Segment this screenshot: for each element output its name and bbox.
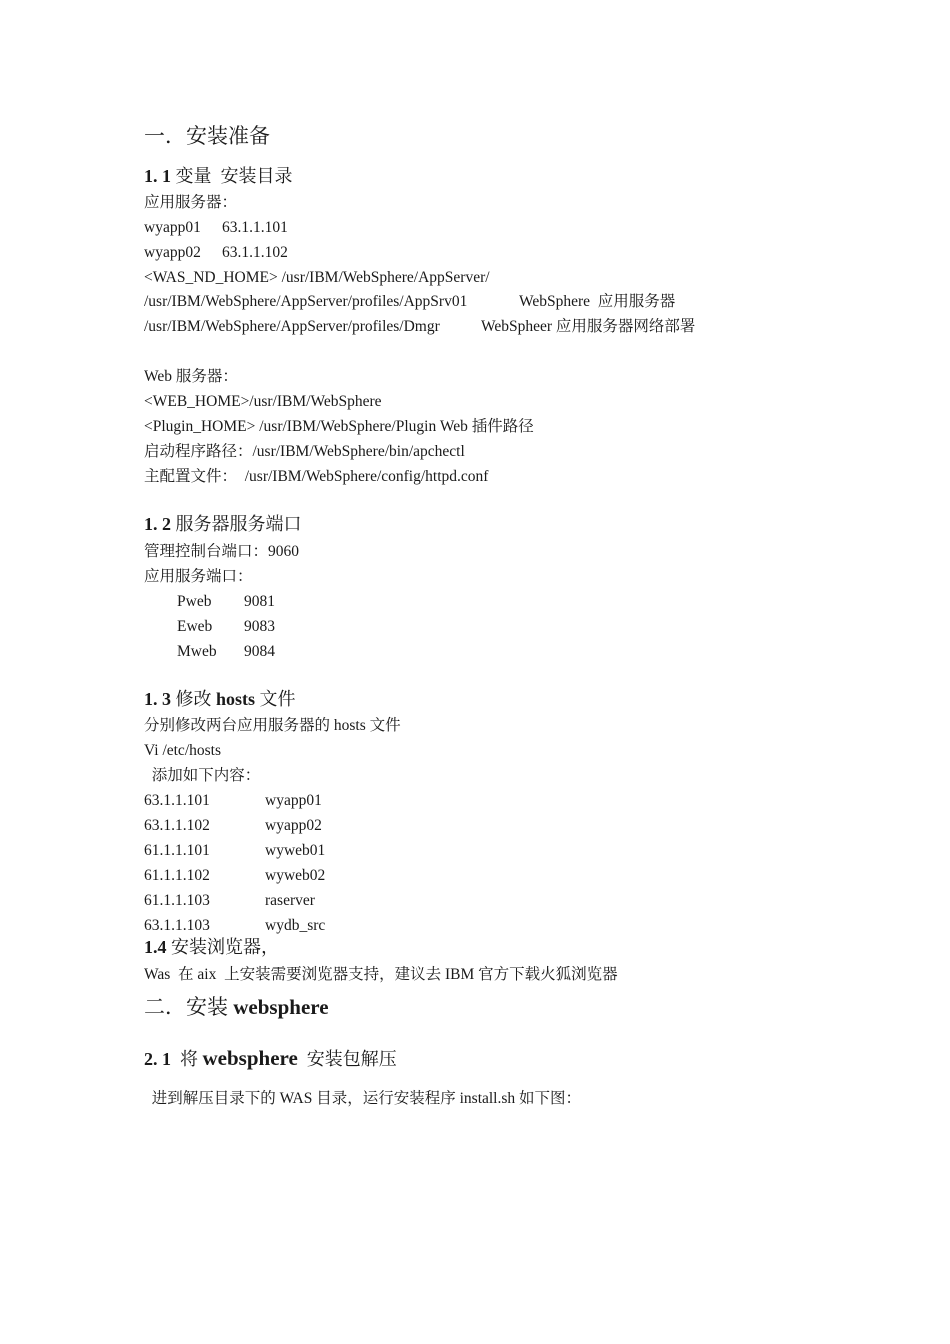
- port-number: 9081: [244, 593, 275, 610]
- profile-appsrv-desc: WebSphere 应用服务器: [519, 293, 676, 310]
- profile-appsrv-row: [144, 292, 676, 312]
- app-server-label: 应用服务器：: [144, 194, 238, 211]
- profile-dmgr-desc: WebSpheer 应用服务器网络部署: [481, 318, 696, 335]
- unpack-description: 进到解压目录下的 WAS 目录，运行安装程序 install.sh 如下图：: [144, 1090, 582, 1107]
- host-ip: 63.1.1.101: [144, 792, 210, 809]
- port-number: 9083: [244, 618, 275, 635]
- subsection-title: 服务器服务端口: [171, 514, 302, 534]
- subsection-title-part: 修改: [171, 689, 216, 709]
- was-nd-home-path: <WAS_ND_HOME> /usr/IBM/WebSphere/AppServer/: [144, 269, 490, 286]
- subsection-1-2-heading: [144, 512, 302, 536]
- start-program-path: 启动程序路径：/usr/IBM/WebSphere/bin/apchectl: [144, 443, 465, 460]
- server-ip: 63.1.1.102: [222, 244, 288, 261]
- profile-dmgr-row: [144, 317, 696, 337]
- admin-console-port: 管理控制台端口：9060: [144, 543, 300, 560]
- hosts-row: [144, 816, 322, 836]
- server-ip: 63.1.1.101: [222, 219, 288, 236]
- web-server-label: Web 服务器：: [144, 368, 238, 385]
- host-ip: 61.1.1.103: [144, 892, 210, 909]
- subsection-number: 2. 1: [144, 1049, 171, 1069]
- port-row: [177, 617, 275, 637]
- subsection-2-1-heading: [144, 1046, 397, 1071]
- server-name: wyapp01: [144, 219, 201, 236]
- section-title-part: 二．安装: [144, 995, 234, 1019]
- subsection-title-keyword: hosts: [216, 689, 256, 709]
- hosts-row: [144, 891, 315, 911]
- port-app-name: Eweb: [177, 618, 213, 635]
- host-name: wyapp02: [265, 817, 322, 834]
- hosts-row: [144, 866, 326, 886]
- port-row: [177, 642, 275, 662]
- subsection-1-4-heading: [144, 935, 279, 959]
- section-2-heading: [144, 994, 329, 1020]
- host-ip: 63.1.1.103: [144, 917, 210, 934]
- app-server-row: [144, 218, 288, 238]
- host-name: wydb_src: [265, 917, 326, 934]
- hosts-row: [144, 916, 326, 936]
- host-ip: 63.1.1.102: [144, 817, 210, 834]
- host-name: wyapp01: [265, 792, 322, 809]
- hosts-row: [144, 791, 322, 811]
- subsection-1-1-heading: [144, 164, 293, 188]
- web-home-path: <WEB_HOME>/usr/IBM/WebSphere: [144, 393, 382, 410]
- server-name: wyapp02: [144, 244, 201, 261]
- subsection-title-part: 安装包解压: [297, 1049, 397, 1069]
- subsection-title-part: 将: [171, 1049, 203, 1069]
- config-file-path: 主配置文件： /usr/IBM/WebSphere/config/httpd.conf: [144, 468, 489, 485]
- subsection-title: 安装浏览器，: [166, 937, 279, 957]
- hosts-description: 分别修改两台应用服务器的 hosts 文件: [144, 717, 401, 734]
- browser-description: Was 在 aix 上安装需要浏览器支持，建议去 IBM 官方下载火狐浏览器: [144, 966, 618, 983]
- plugin-home-path: <Plugin_HOME> /usr/IBM/WebSphere/Plugin Web 插件路径: [144, 418, 534, 435]
- subsection-number: 1. 1: [144, 166, 171, 186]
- hosts-row: [144, 841, 326, 861]
- port-app-name: Pweb: [177, 593, 212, 610]
- subsection-number: 1. 3: [144, 689, 171, 709]
- section-title-keyword: websphere: [233, 995, 329, 1019]
- port-app-name: Mweb: [177, 643, 217, 660]
- subsection-number: 1. 2: [144, 514, 171, 534]
- profile-dmgr-path: /usr/IBM/WebSphere/AppServer/profiles/Dmgr: [144, 318, 440, 335]
- port-number: 9084: [244, 643, 275, 660]
- host-ip: 61.1.1.102: [144, 867, 210, 884]
- section-1-heading: 一．安装准备: [144, 124, 270, 148]
- subsection-title: 变量 安装目录: [171, 166, 293, 186]
- hosts-add-label: 添加如下内容：: [144, 767, 261, 784]
- subsection-1-3-heading: [144, 687, 296, 711]
- host-ip: 61.1.1.101: [144, 842, 210, 859]
- port-row: [177, 592, 275, 612]
- host-name: raserver: [265, 892, 315, 909]
- profile-appsrv-path: /usr/IBM/WebSphere/AppServer/profiles/AppSrv01: [144, 293, 468, 310]
- subsection-title-keyword: websphere: [202, 1046, 298, 1070]
- subsection-title-part: 文件: [255, 689, 296, 709]
- app-server-row: [144, 243, 288, 263]
- subsection-number: 1.4: [144, 937, 167, 957]
- app-port-label: 应用服务端口：: [144, 568, 253, 585]
- hosts-command: Vi /etc/hosts: [144, 742, 221, 759]
- host-name: wyweb01: [265, 842, 326, 859]
- host-name: wyweb02: [265, 867, 326, 884]
